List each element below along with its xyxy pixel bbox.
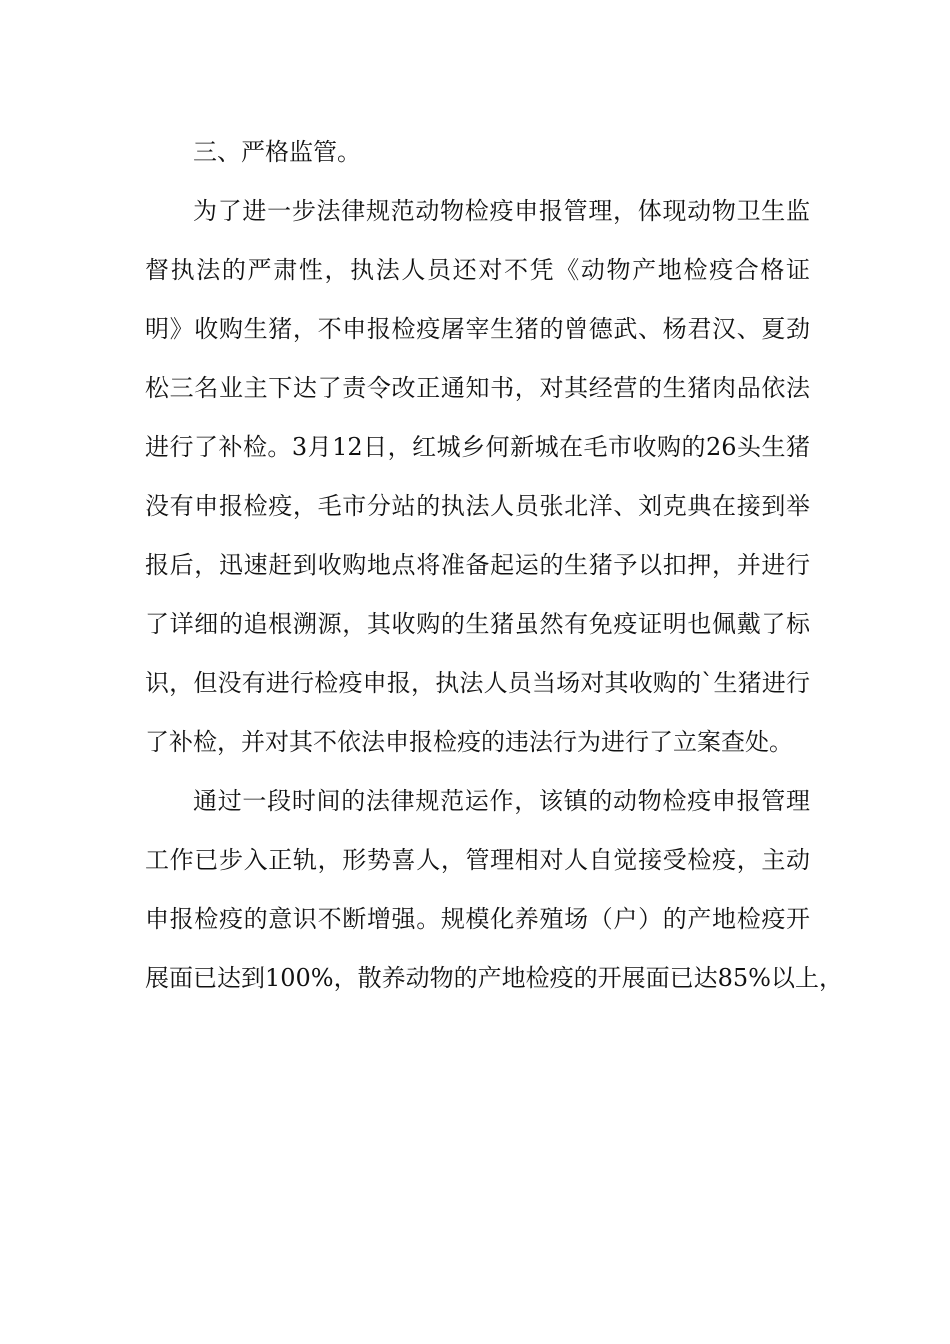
paragraph-line: 工作已步入正轨，形势喜人，管理相对人自觉接受检疫，主动 xyxy=(145,846,810,874)
paragraph-line: 通过一段时间的法律规范运作，该镇的动物检疫申报管理 xyxy=(193,787,810,815)
paragraph-line: 申报检疫的意识不断增强。规模化养殖场（户）的产地检疫开 xyxy=(145,905,810,933)
section-heading: 三、严格监管。 xyxy=(193,138,361,166)
paragraph-line: 展面已达到100%，散养动物的产地检疫的开展面已达85%以上， xyxy=(145,964,843,992)
paragraph-line: 明》收购生猪，不申报检疫屠宰生猪的曾德武、杨君汉、夏劲 xyxy=(145,315,810,343)
paragraph-line: 为了进一步法律规范动物检疫申报管理，体现动物卫生监 xyxy=(193,197,810,225)
paragraph-line: 了补检，并对其不依法申报检疫的违法行为进行了立案查处。 xyxy=(145,728,793,756)
paragraph-line: 识，但没有进行检疫申报，执法人员当场对其收购的`生猪进行 xyxy=(145,669,810,697)
paragraph-line: 进行了补检。3月12日，红城乡何新城在毛市收购的26头生猪 xyxy=(145,433,810,461)
paragraph-line: 报后，迅速赶到收购地点将准备起运的生猪予以扣押，并进行 xyxy=(145,551,810,579)
paragraph-line: 督执法的严肃性，执法人员还对不凭《动物产地检疫合格证 xyxy=(145,256,810,284)
document-body xyxy=(145,123,843,1008)
paragraph-line: 松三名业主下达了责令改正通知书，对其经营的生猪肉品依法 xyxy=(145,374,810,402)
paragraph-line: 没有申报检疫，毛市分站的执法人员张北洋、刘克典在接到举 xyxy=(145,492,810,520)
paragraph-line: 了详细的追根溯源，其收购的生猪虽然有免疫证明也佩戴了标 xyxy=(145,610,810,638)
